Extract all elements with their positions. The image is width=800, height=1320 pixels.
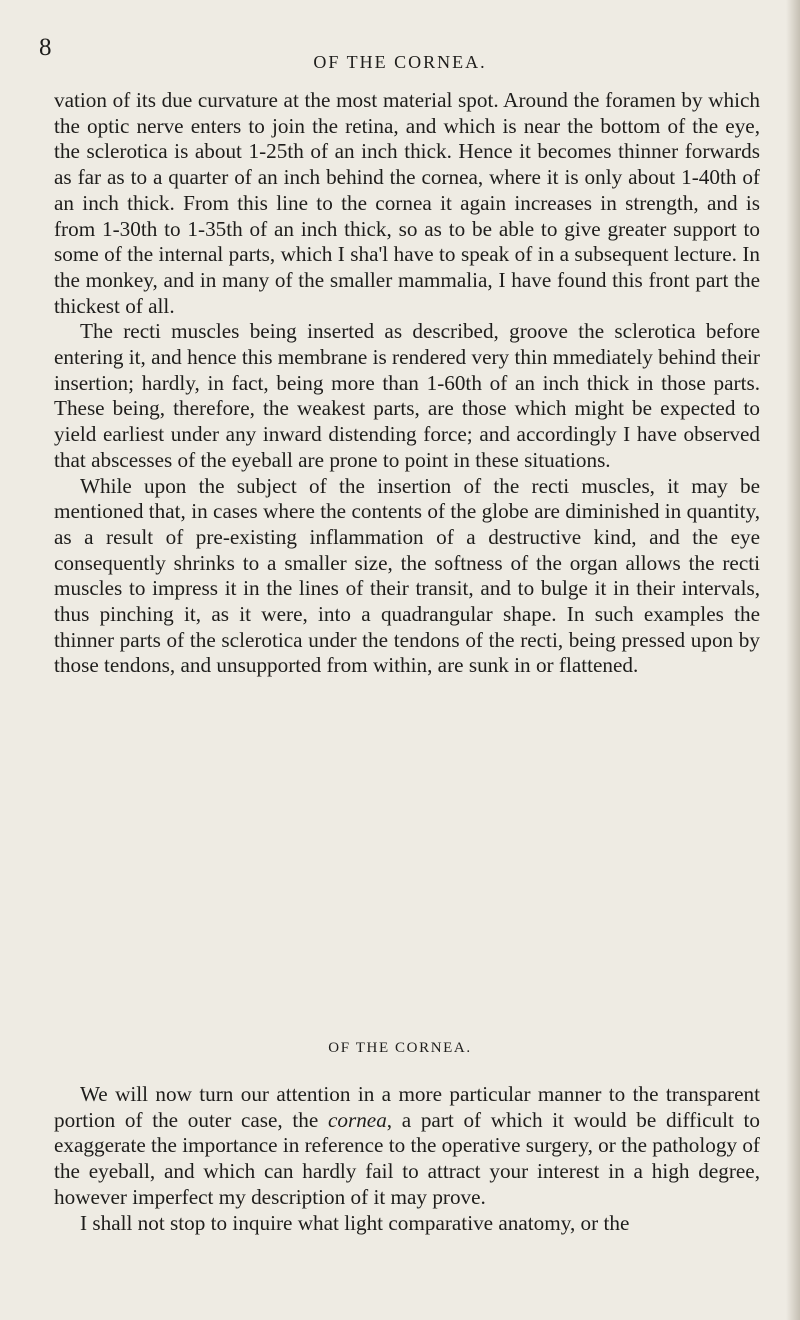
running-head: OF THE CORNEA. xyxy=(313,52,487,72)
section-text xyxy=(54,1082,760,1236)
paragraph-recti-muscles: The recti muscles being inserted as described, groove the sclerotica before entering it, and hence this membrane is rendered very thin mmediately behind their insertion; hardly, in fact, being more than 1-60th of an inch thick in those parts. These being, therefore, the weakest parts, are those which might be expected to yield earliest under any inward distending force; and accordingly I have observed that abscesses of the eyeball are prone to point in these situations. xyxy=(54,319,760,472)
paragraph-cornea-intro: We will now turn our attention in a more particular manner to the transparent portion of the outer case, the cornea, a part of which it would be difficult to exaggerate the importance in reference to the operative surgery, or the pathology of the eyeball, and which can hardly fail to attract your interest in a high degree, however imperfect my description of it may prove. xyxy=(54,1082,760,1209)
cornea-emphasis: cornea xyxy=(327,1107,387,1132)
page-number: 8 xyxy=(39,34,52,61)
page-edge-shadow xyxy=(786,0,800,1320)
main-text xyxy=(54,88,760,679)
paragraph-cornea-next: I shall not stop to inquire what light comparative anatomy, or the xyxy=(80,1210,630,1235)
paragraph-insertion: While upon the subject of the insertion of the recti muscles, it may be mentioned that, in cases where the contents of the globe are diminished in quantity, as a result of pre-existing inflammation of a destructive kind, and the eye consequently shrinks to a smaller size, the softness of the organ allows the recti muscles to impress it in the lines of their transit, and to bulge it in their intervals, thus pinching it, as it were, into a quadrangular shape. In such examples the thinner parts of the sclerotica under the tendons of the recti, being pressed upon by those tendons, and unsupported from within, are sunk in or flattened. xyxy=(54,473,760,678)
paragraph-continuation: vation of its due curvature at the most material spot. Around the foramen by which the optic nerve enters to join the retina, and which is near the bottom of the eye, the sclerotica is about 1-25th of an inch thick. Hence it becomes thinner forwards as far as to a quarter of an inch behind the cornea, where it is only about 1-40th of an inch thick. From this line to the cornea it again increases in strength, and is from 1-30th to 1-35th of an inch thick, so as to be able to give greater support to some of the internal parts, which I sha'l have to speak of in a subsequent lecture. In the monkey, and in many of the smaller mammalia, I have found this front part the thickest of all. xyxy=(54,88,760,318)
section-heading: OF THE CORNEA. xyxy=(328,1040,472,1056)
